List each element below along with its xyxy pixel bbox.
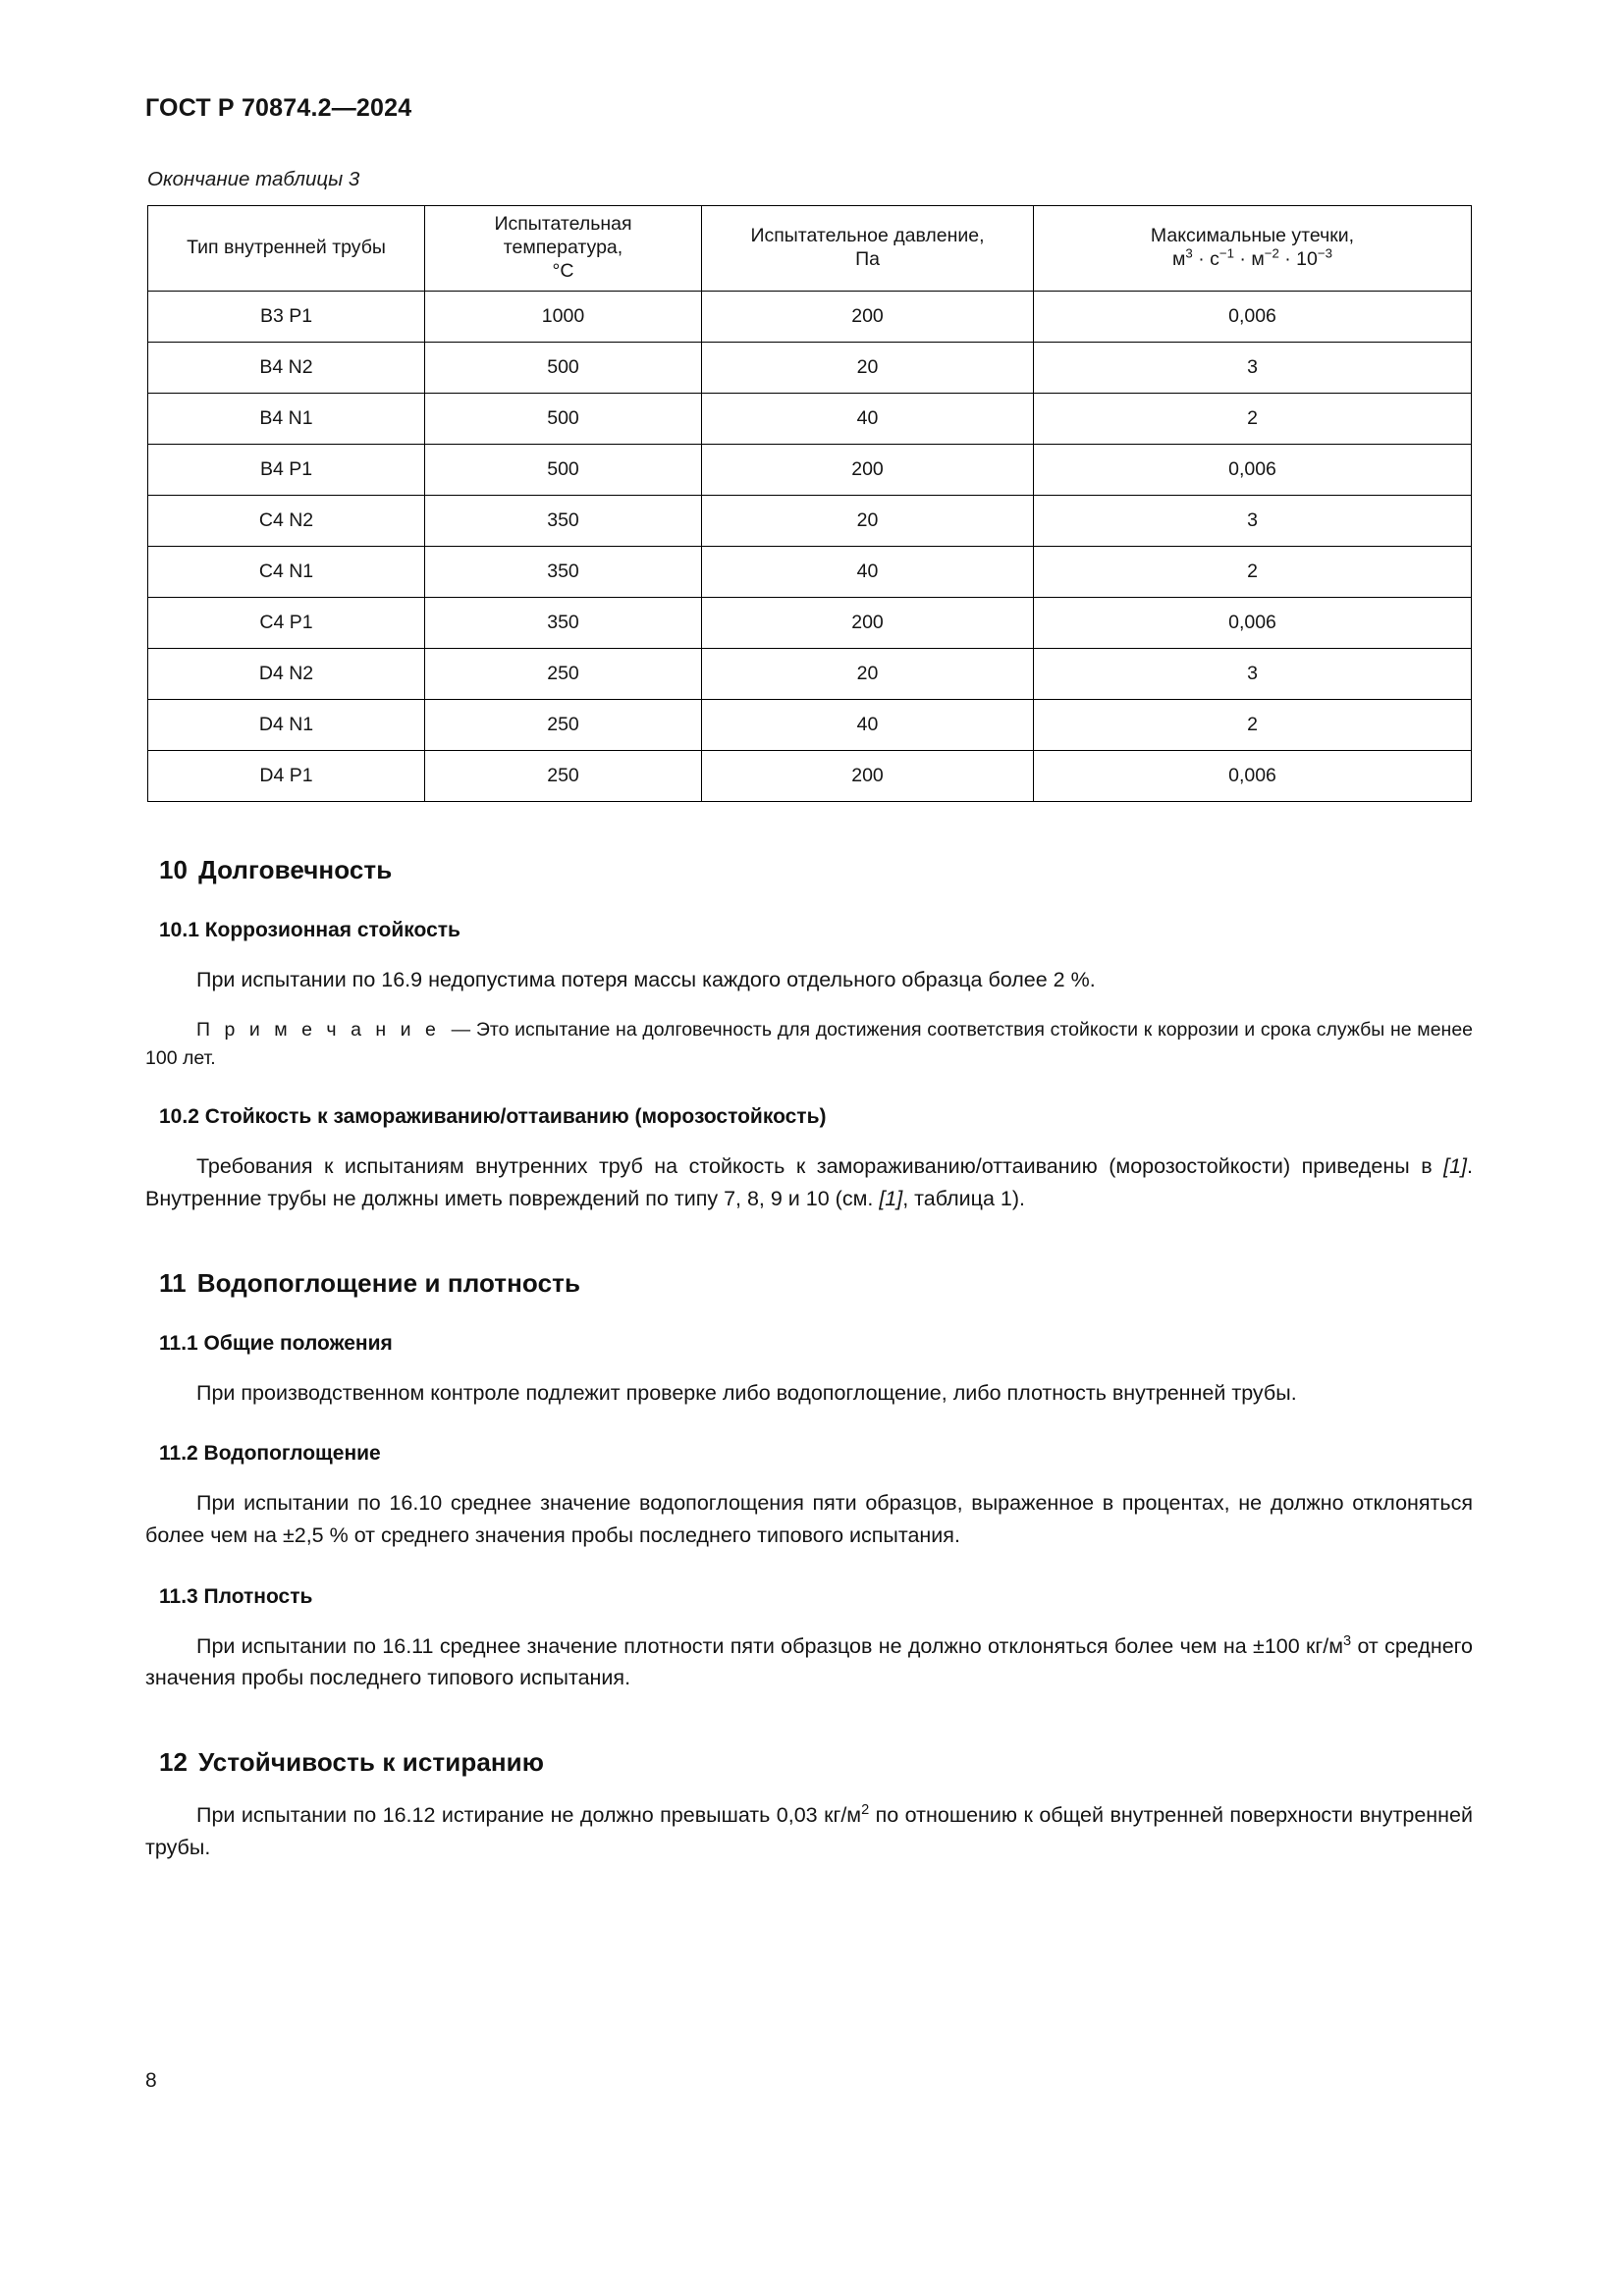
cell-temperature: 250 (425, 649, 702, 700)
cell-pressure: 20 (702, 649, 1034, 700)
leakage-requirements-table (147, 205, 1472, 802)
running-header: ГОСТ Р 70874.2—2024 (145, 94, 412, 122)
column-header-max-leakage-unit: $м^3 \cdot с^{-1} \cdot м^{-2} \cdot 10^{-3}$ (1172, 245, 1332, 270)
section-heading-12 (159, 1747, 1473, 1778)
cell-leakage: 3 (1034, 343, 1472, 394)
cell-pressure: 40 (702, 700, 1034, 751)
table-row (148, 343, 1472, 394)
section-title-12: Устойчивость к истиранию (198, 1747, 545, 1778)
paragraph-11-3 (145, 1630, 1473, 1694)
cell-leakage: 3 (1034, 649, 1472, 700)
cell-leakage: 3 (1034, 496, 1472, 547)
subsection-heading-11-1: 11.1 Общие положения (159, 1331, 393, 1355)
section-title-11: Водопоглощение и плотность (196, 1267, 581, 1298)
column-header-test-temperature (425, 206, 702, 292)
cell-leakage: 2 (1034, 700, 1472, 751)
cell-temperature: 1000 (425, 292, 702, 343)
column-header-test-temperature-unit: °С (552, 259, 574, 282)
cell-pressure: 40 (702, 394, 1034, 445)
cell-pressure: 200 (702, 598, 1034, 649)
paragraph-12-part1: При испытании по 16.12 истирание не должно превышать 0,03 кг/м (196, 1803, 862, 1828)
table-row (148, 751, 1472, 802)
table-row (148, 394, 1472, 445)
cell-pressure: 20 (702, 343, 1034, 394)
section-number-10: 10 (159, 855, 189, 884)
cell-leakage: 0,006 (1034, 598, 1472, 649)
section-number-11: 11 (159, 1267, 187, 1298)
cell-temperature: 350 (425, 598, 702, 649)
paragraph-11-3-part1: При испытании по 16.11 среднее значение плотности пяти образцов не должно отклоняться более чем на ±100 кг/м (196, 1633, 1343, 1658)
cell-leakage: 0,006 (1034, 292, 1472, 343)
paragraph-10-2-part3: , таблица 1). (902, 1187, 1025, 1211)
cell-pipe-type: D4 N1 (148, 700, 425, 751)
column-header-test-pressure-unit: Па (855, 248, 880, 270)
cell-leakage: 0,006 (1034, 445, 1472, 496)
column-header-test-pressure (702, 206, 1034, 292)
table-row (148, 598, 1472, 649)
paragraph-11-3-part2: от среднего значения пробы последнего типового испытания. (145, 1633, 1473, 1690)
table-caption: Окончание таблицы 3 (147, 168, 360, 190)
cell-pressure: 20 (702, 496, 1034, 547)
subsection-heading-11-3: 11.3 Плотность (159, 1584, 313, 1608)
cell-pressure: 200 (702, 751, 1034, 802)
table-row (148, 649, 1472, 700)
subsection-heading-10-2: 10.2 Стойкость к замораживанию/оттаиванию (морозостойкость) (159, 1105, 827, 1129)
section-number-12: 12 (159, 1747, 189, 1778)
section-title-10: Долговечность (198, 855, 393, 884)
table-row (148, 700, 1472, 751)
cell-temperature: 350 (425, 547, 702, 598)
cell-pipe-type: B4 P1 (148, 445, 425, 496)
paragraph-11-1: При производственном контроле подлежит проверке либо водопоглощение, либо плотность внутренней трубы. (196, 1380, 1297, 1405)
column-header-test-temperature-line1: Испытательная температура, (494, 213, 632, 259)
table-header-row (148, 206, 1472, 292)
paragraph-10-2 (145, 1150, 1473, 1214)
paragraph-12-part2: по отношению к общей внутренней поверхности внутренней трубы. (145, 1803, 1473, 1859)
column-header-test-pressure-line1: Испытательное давление, (750, 225, 985, 247)
column-header-pipe-type (148, 206, 425, 292)
abrasion-unit-exponent: 2 (861, 1801, 870, 1818)
subsection-heading-10-1: 10.1 Коррозионная стойкость (159, 919, 460, 941)
cell-pipe-type: B4 N1 (148, 394, 425, 445)
cell-temperature: 500 (425, 445, 702, 496)
cell-temperature: 250 (425, 700, 702, 751)
cell-pipe-type: B4 N2 (148, 343, 425, 394)
cell-leakage: 2 (1034, 547, 1472, 598)
reference-link-2: [1] (879, 1187, 903, 1211)
column-header-max-leakage (1034, 206, 1472, 292)
cell-pressure: 200 (702, 445, 1034, 496)
section-heading-11 (159, 1268, 1473, 1299)
paragraph-11-2: При испытании по 16.10 среднее значение водопоглощения пяти образцов, выраженное в процентах, не должно отклоняться более чем на ±2,5 % от среднего значения пробы последнего типового испытания. (145, 1491, 1473, 1548)
paragraph-10-2-part2: . Внутренние трубы не должны иметь повреждений по типу 7, 8, 9 и 10 (см. (145, 1154, 1473, 1211)
cell-pipe-type: D4 N2 (148, 649, 425, 700)
subsection-heading-11-2: 11.2 Водопоглощение (159, 1442, 381, 1466)
section-heading-10 (159, 855, 1473, 885)
paragraph-12 (145, 1799, 1473, 1863)
cell-leakage: 2 (1034, 394, 1472, 445)
table-row (148, 292, 1472, 343)
cell-temperature: 350 (425, 496, 702, 547)
table-body (148, 292, 1472, 802)
cell-pressure: 200 (702, 292, 1034, 343)
table-row (148, 445, 1472, 496)
paragraph-10-2-part1: Требования к испытаниям внутренних труб на стойкость к замораживанию/оттаиванию (морозостойкости) приведены в (196, 1154, 1444, 1179)
page-content (145, 94, 1473, 1863)
cell-pipe-type: B3 P1 (148, 292, 425, 343)
page-number: 8 (145, 2069, 157, 2092)
cell-temperature: 250 (425, 751, 702, 802)
column-header-max-leakage-line1: Максимальные утечки, (1150, 225, 1355, 247)
note-label: П р и м е ч а н и е (196, 1018, 441, 1041)
cell-leakage: 0,006 (1034, 751, 1472, 802)
cell-pipe-type: C4 N1 (148, 547, 425, 598)
cell-pipe-type: C4 N2 (148, 496, 425, 547)
cell-temperature: 500 (425, 343, 702, 394)
paragraph-10-1: При испытании по 16.9 недопустима потеря массы каждого отдельного образца более 2 %. (196, 968, 1096, 991)
density-unit-exponent: 3 (1342, 1632, 1352, 1649)
cell-temperature: 500 (425, 394, 702, 445)
reference-link-1: [1] (1443, 1154, 1468, 1179)
cell-pressure: 40 (702, 547, 1034, 598)
cell-pipe-type: D4 P1 (148, 751, 425, 802)
note-10-1 (145, 1016, 1473, 1073)
table-row (148, 496, 1472, 547)
table-row (148, 547, 1472, 598)
column-header-pipe-type-line1: Тип внутренней трубы (187, 237, 386, 259)
note-text: — Это испытание на долговечность для достижения соответствия стойкости к коррозии и срока службы не менее 100 лет. (145, 1018, 1474, 1069)
cell-pipe-type: C4 P1 (148, 598, 425, 649)
